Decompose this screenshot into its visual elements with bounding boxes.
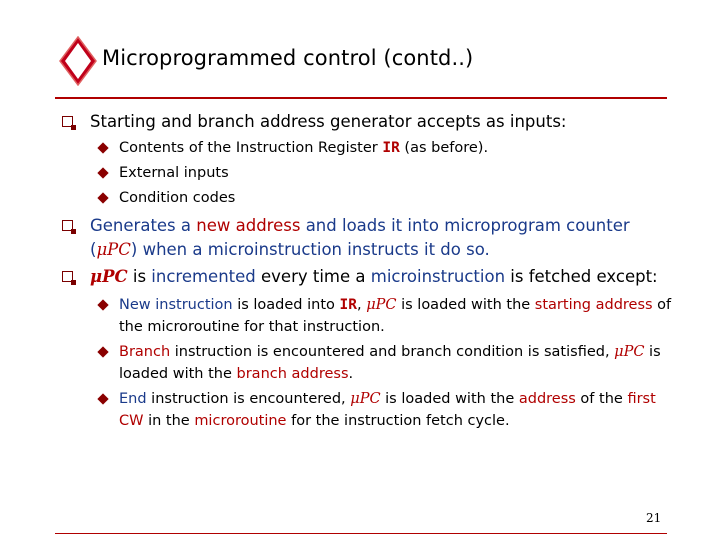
- sub-bullet-condition: [62, 187, 682, 209]
- bottom-divider: [55, 533, 667, 534]
- mupc: μPC: [90, 267, 128, 286]
- text: of the: [575, 391, 628, 407]
- diamond-bullet-icon: [97, 299, 108, 310]
- text: Condition codes: [119, 190, 236, 206]
- text: in the: [143, 413, 195, 429]
- sub-bullet-ir: [62, 137, 682, 159]
- microinstruction: microinstruction: [370, 267, 506, 286]
- branch: Branch: [119, 344, 171, 360]
- text: is fetched except:: [505, 267, 658, 286]
- sub-bullet-new-instruction: [62, 294, 682, 338]
- sub-bullet-end: [62, 388, 682, 432]
- text: for the instruction fetch cycle.: [286, 413, 510, 429]
- square-bullet-icon: [62, 220, 73, 231]
- slide-title: Microprogrammed control (contd..): [102, 46, 474, 70]
- square-bullet-icon: [62, 116, 73, 127]
- square-bullet-icon: [62, 271, 73, 282]
- mupc: μPC: [96, 240, 131, 259]
- text: ) when a microinstruction instructs it do so.: [130, 240, 490, 259]
- end: End: [119, 391, 147, 407]
- text: is loaded with the: [380, 391, 519, 407]
- mupc: μPC: [614, 344, 645, 360]
- text: (as before).: [399, 140, 489, 156]
- diamond-logo-icon: [58, 36, 98, 86]
- branch-address: branch address: [236, 366, 349, 382]
- text: is: [127, 267, 152, 286]
- text: is loaded with the: [119, 344, 661, 382]
- microroutine: microroutine: [194, 413, 287, 429]
- ir-register: IR: [382, 140, 400, 156]
- page-number: 21: [646, 511, 662, 525]
- bullet-text: Starting and branch address generator accepts as inputs:: [90, 112, 567, 131]
- new-address: new address: [196, 216, 301, 235]
- text: is loaded with the: [396, 297, 535, 313]
- bullet-inputs: [62, 110, 682, 134]
- diamond-bullet-icon: [97, 167, 108, 178]
- mupc: μPC: [366, 297, 397, 313]
- diamond-bullet-icon: [97, 192, 108, 203]
- incremented: incremented: [151, 267, 256, 286]
- text: Contents of the Instruction Register: [119, 140, 383, 156]
- mupc: μPC: [350, 391, 381, 407]
- text: and loads it into microprogram counter (: [90, 216, 630, 259]
- diamond-bullet-icon: [97, 346, 108, 357]
- text: of the microroutine for that instruction.: [119, 297, 672, 335]
- bullet-generates: [62, 214, 682, 262]
- address: address: [518, 391, 576, 407]
- diamond-bullet-icon: [97, 393, 108, 404]
- new-instruction: New instruction: [119, 297, 233, 313]
- slide-content: [62, 110, 682, 432]
- title-divider: [55, 97, 667, 99]
- starting-address: starting address: [534, 297, 653, 313]
- text: instruction is encountered and branch condition is satisfied,: [170, 344, 615, 360]
- text: instruction is encountered,: [146, 391, 351, 407]
- diamond-bullet-icon: [97, 142, 108, 153]
- sub-bullet-external: [62, 162, 682, 184]
- text: .: [348, 366, 354, 382]
- first-cw: first CW: [119, 391, 656, 429]
- text: ,: [356, 297, 367, 313]
- text: Generates a: [90, 216, 197, 235]
- text: every time a: [255, 267, 371, 286]
- sub-bullet-branch: [62, 341, 682, 385]
- bullet-incremented: [62, 265, 682, 289]
- text: is loaded into: [232, 297, 340, 313]
- ir-register: IR: [339, 297, 357, 313]
- text: External inputs: [119, 165, 229, 181]
